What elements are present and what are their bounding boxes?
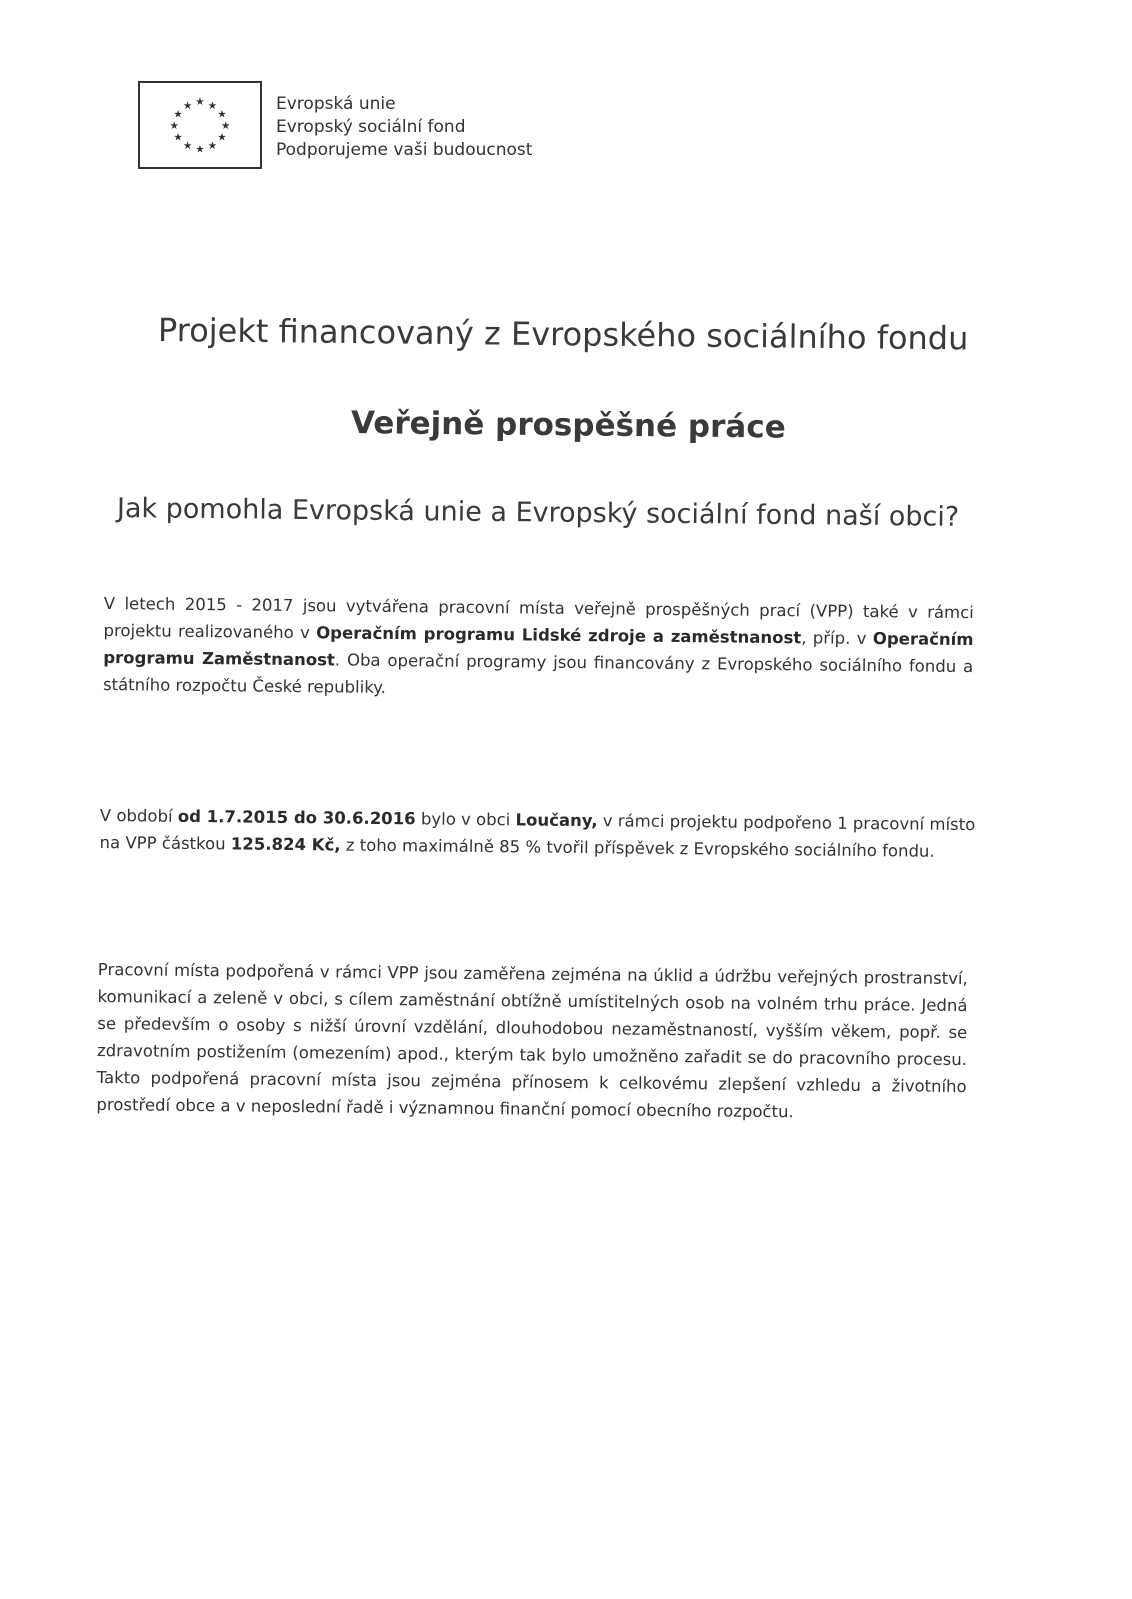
amount: 125.824 Kč,: [230, 834, 341, 855]
svg-text:★: ★: [207, 99, 218, 112]
text: . Oba operační programy jsou financovány z Evropského sociálního fondu a: [334, 650, 974, 677]
svg-text:★: ★: [169, 119, 179, 132]
eu-logo: [138, 81, 548, 173]
eu-logo-line-2: Evropský sociální fond: [276, 117, 466, 137]
paragraph-3-line-4: zdravotním postižením (omezením) apod., kterým tak bylo umožněno zařadit se do pracovního procesu.: [96, 1040, 968, 1070]
paragraph-3-line-2: komunikací a zeleně v obci, s cílem zaměstnání obtížně umístitelných osob na volném trhu práce. Jedná: [97, 986, 968, 1016]
paragraph-1: [103, 590, 974, 707]
period: od 1.7.2015 do 30.6.2016: [177, 806, 416, 829]
municipality: Loučany,: [515, 810, 598, 831]
eu-logo-text: [276, 93, 532, 162]
program-name: programu Zaměstnanost: [103, 647, 335, 670]
paragraph-3-line-1: Pracovní místa podpořená v rámci VPP jsou zaměřena zejména na úklid a údržbu veřejných prostranství,: [97, 959, 968, 989]
paragraph-1-line-4: státního rozpočtu České republiky.: [102, 674, 386, 697]
paragraph-3: [96, 956, 968, 1127]
paragraph-2: [99, 802, 976, 865]
svg-text:★: ★: [173, 131, 183, 144]
svg-text:★: ★: [195, 143, 205, 156]
text: z toho maximálně 85 % tvořil příspěvek z Evropského sociálního fondu.: [340, 835, 935, 861]
text: V období: [99, 805, 178, 826]
program-name: Operačním programu Lidské zdroje a zaměstnanost: [316, 623, 802, 648]
svg-text:★: ★: [182, 139, 193, 152]
paragraph-1-line-1: V letech 2015 - 2017 jsou vytvářena pracovní místa veřejně prospěšných prací (VPP) také v rámci: [103, 593, 974, 623]
svg-text:★: ★: [217, 108, 227, 121]
eu-logo-line-1: Evropská unie: [276, 94, 396, 114]
svg-text:★: ★: [182, 99, 193, 112]
program-name: Operačním: [872, 629, 974, 650]
eu-logo-line-3: Podporujeme vaši budoucnost: [276, 140, 533, 160]
svg-text:★: ★: [217, 131, 227, 144]
page-subtitle: Veřejně prospěšné práce: [350, 405, 786, 446]
text: bylo v obci: [415, 809, 516, 830]
paragraph-3-line-3: se především o osoby s nižší úrovní vzdělání, dlouhodobou nezaměstnaností, vyšším věkem, popř. se: [97, 1013, 968, 1043]
svg-text:★: ★: [207, 139, 218, 152]
page-title: Projekt financovaný z Evropského sociálního fondu: [157, 311, 969, 358]
text: projektu realizovaného v: [103, 620, 317, 643]
text: v rámci projektu podpořeno 1 pracovní místo: [597, 811, 976, 835]
eu-stars-icon: [138, 81, 262, 169]
text: na VPP částkou: [99, 832, 231, 854]
svg-text:★: ★: [195, 95, 205, 108]
text: , příp. v: [801, 628, 873, 649]
svg-text:★: ★: [173, 108, 183, 121]
paragraph-3-line-5: Takto podpořená pracovní místa jsou zejména přínosem k celkovému zlepšení vzhledu a životního: [96, 1067, 967, 1097]
page-question: Jak pomohla Evropská unie a Evropský sociální fond naší obci?: [116, 493, 960, 533]
svg-text:★: ★: [221, 119, 231, 132]
paragraph-3-line-6: prostředí obce a v neposlední řadě i významnou finanční pomocí obecního rozpočtu.: [96, 1094, 794, 1122]
